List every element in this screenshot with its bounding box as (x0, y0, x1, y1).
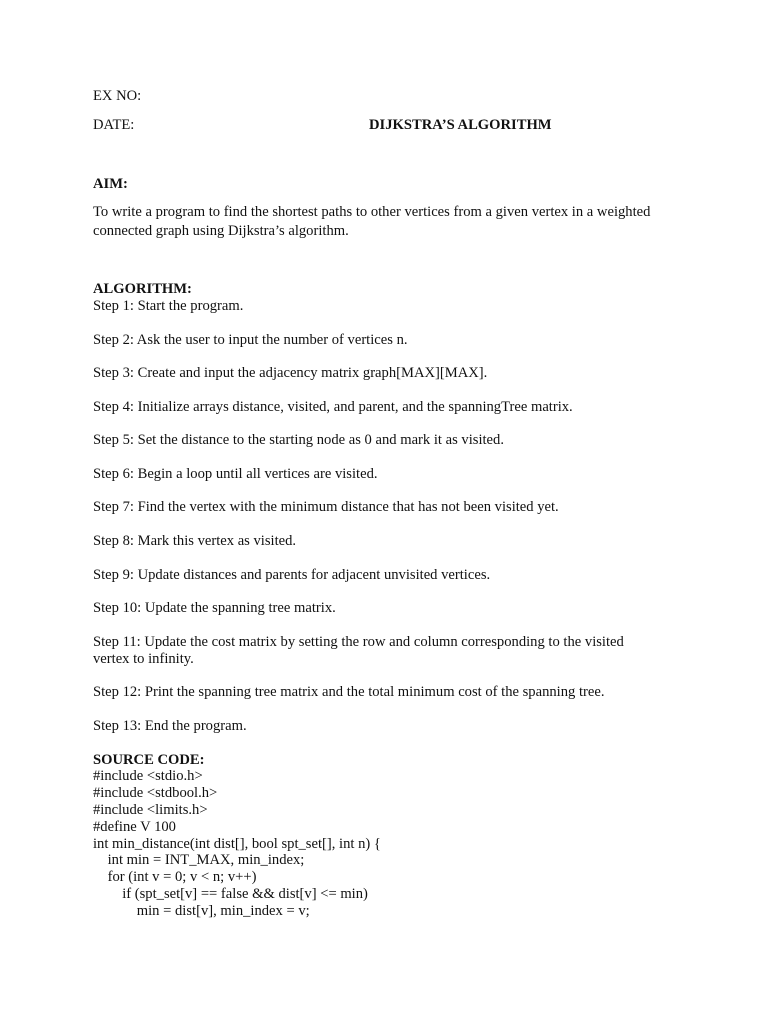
algorithm-step: Step 7: Find the vertex with the minimum distance that has not been visited yet. (93, 499, 559, 515)
date-label: DATE: (93, 117, 135, 133)
code-line: #include <stdio.h> (93, 768, 203, 784)
algorithm-step: Step 2: Ask the user to input the number of vertices n. (93, 332, 408, 348)
algorithm-step: Step 9: Update distances and parents for adjacent unvisited vertices. (93, 567, 491, 583)
algorithm-step: Step 5: Set the distance to the starting node as 0 and mark it as visited. (93, 432, 504, 448)
document-title: DIJKSTRA’S ALGORITHM (369, 117, 552, 133)
aim-text: To write a program to find the shortest paths to other vertices from a given vertex in a weighted connected graph using Dijkstra’s algorithm. (93, 204, 651, 239)
source-code-heading: SOURCE CODE: (93, 752, 205, 768)
algorithm-step: Step 8: Mark this vertex as visited. (93, 533, 297, 549)
algorithm-step: Step 13: End the program. (93, 718, 247, 734)
code-line: min = dist[v], min_index = v; (93, 903, 310, 919)
code-line: int min = INT_MAX, min_index; (93, 852, 305, 868)
algorithm-step: vertex to infinity. (93, 651, 194, 667)
code-line: #include <limits.h> (93, 802, 208, 818)
algorithm-step: Step 10: Update the spanning tree matrix. (93, 600, 336, 616)
algorithm-step: Step 11: Update the cost matrix by setting the row and column corresponding to the visited (93, 634, 624, 650)
algorithm-step: Step 4: Initialize arrays distance, visited, and parent, and the spanningTree matrix. (93, 399, 573, 415)
algorithm-step: Step 1: Start the program. (93, 298, 244, 314)
aim-heading: AIM: (93, 176, 128, 192)
code-line: int min_distance(int dist[], bool spt_set[], int n) { (93, 836, 381, 852)
ex-no-label: EX NO: (93, 88, 142, 104)
code-line: #define V 100 (93, 819, 176, 835)
algorithm-step: Step 6: Begin a loop until all vertices are visited. (93, 466, 378, 482)
algorithm-step: Step 12: Print the spanning tree matrix and the total minimum cost of the spanning tree. (93, 684, 605, 700)
algorithm-step: Step 3: Create and input the adjacency matrix graph[MAX][MAX]. (93, 365, 488, 381)
code-line: if (spt_set[v] == false && dist[v] <= min) (93, 886, 368, 902)
code-line: for (int v = 0; v < n; v++) (93, 869, 257, 885)
algorithm-heading: ALGORITHM: (93, 281, 192, 297)
code-line: #include <stdbool.h> (93, 785, 218, 801)
